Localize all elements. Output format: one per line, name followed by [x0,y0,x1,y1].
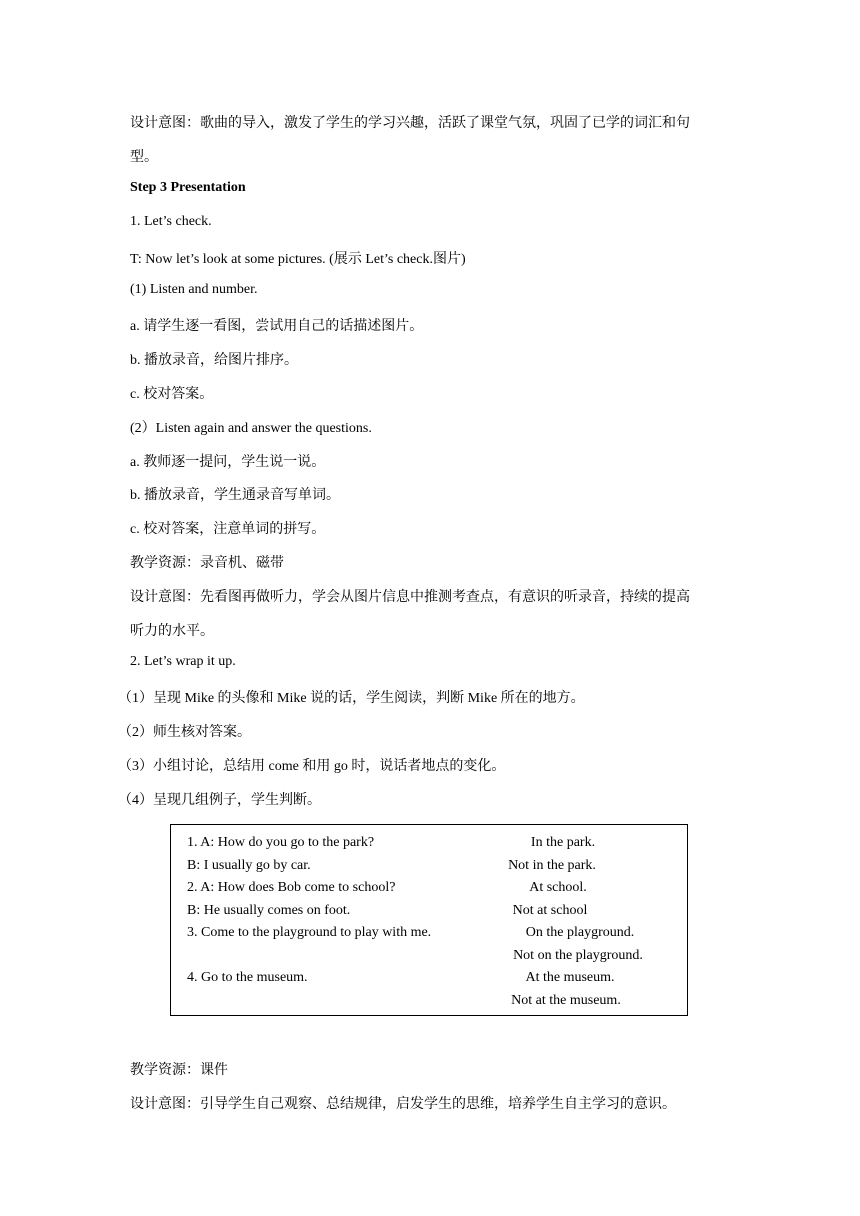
teaching-resources-1: 教学资源：录音机、磁带 [130,556,284,571]
answer-line: On the playground. [525,925,635,940]
answer-line: At school. [529,880,587,895]
examples-box [170,824,688,1016]
design-intent-paragraph-3: 设计意图：引导学生自己观察、总结规律，启发学生的思维，培养学生自主学习的意识。 [130,1097,676,1112]
example-line: 1. A: How do you go to the park? [187,835,375,850]
example-line: 2. A: How does Bob come to school? [187,880,396,895]
example-line: B: He usually comes on foot. [187,903,351,918]
section-wrap-it-up: 2. Let’s wrap it up. [130,654,236,669]
design-intent-paragraph-1: 设计意图：歌曲的导入，激发了学生的学习兴趣，活跃了课堂气氛，巩固了已学的词汇和句 [130,116,690,131]
teaching-resources-2: 教学资源：课件 [130,1063,228,1078]
activity-1-item-b: b. 播放录音，给图片排序。 [130,353,298,368]
design-intent-paragraph-2-cont: 听力的水平。 [130,624,214,639]
activity-1-item-a: a. 请学生逐一看图，尝试用自己的话描述图片。 [130,319,424,334]
wrap-step-4: （4）呈现几组例子，学生判断。 [118,793,321,808]
section-lets-check: 1. Let’s check. [130,214,212,229]
example-line: B: I usually go by car. [187,858,311,873]
teacher-line: T: Now let’s look at some pictures. (展示 Let’s check.图片) [130,252,466,267]
design-intent-paragraph-1-cont: 型。 [130,150,158,165]
activity-1-heading: (1) Listen and number. [130,282,258,297]
wrap-step-1: （1）呈现 Mike 的头像和 Mike 说的话，学生阅读，判断 Mike 所在的地方。 [118,691,585,706]
wrap-step-3: （3）小组讨论，总结用 come 和用 go 时，说话者地点的变化。 [118,759,506,774]
design-intent-paragraph-2: 设计意图：先看图再做听力，学会从图片信息中推测考查点，有意识的听录音，持续的提高 [130,590,690,605]
wrap-step-2: （2）师生核对答案。 [118,725,251,740]
answer-line: In the park. [530,835,596,850]
activity-2-item-b: b. 播放录音，学生通录音写单词。 [130,488,340,503]
answer-line: Not at the museum. [511,993,621,1008]
activity-2-item-a: a. 教师逐一提问，学生说一说。 [130,455,326,470]
answer-line: Not at school [512,903,588,918]
answer-line: Not on the playground. [513,948,643,963]
example-line: 3. Come to the playground to play with me. [187,925,432,940]
step-heading: Step 3 Presentation [130,180,246,195]
answer-line: Not in the park. [508,858,596,873]
activity-2-item-c: c. 校对答案，注意单词的拼写。 [130,522,326,537]
answer-line: At the museum. [525,970,615,985]
activity-2-heading: (2）Listen again and answer the questions. [130,421,372,436]
example-line: 4. Go to the museum. [187,970,308,985]
activity-1-item-c: c. 校对答案。 [130,387,214,402]
